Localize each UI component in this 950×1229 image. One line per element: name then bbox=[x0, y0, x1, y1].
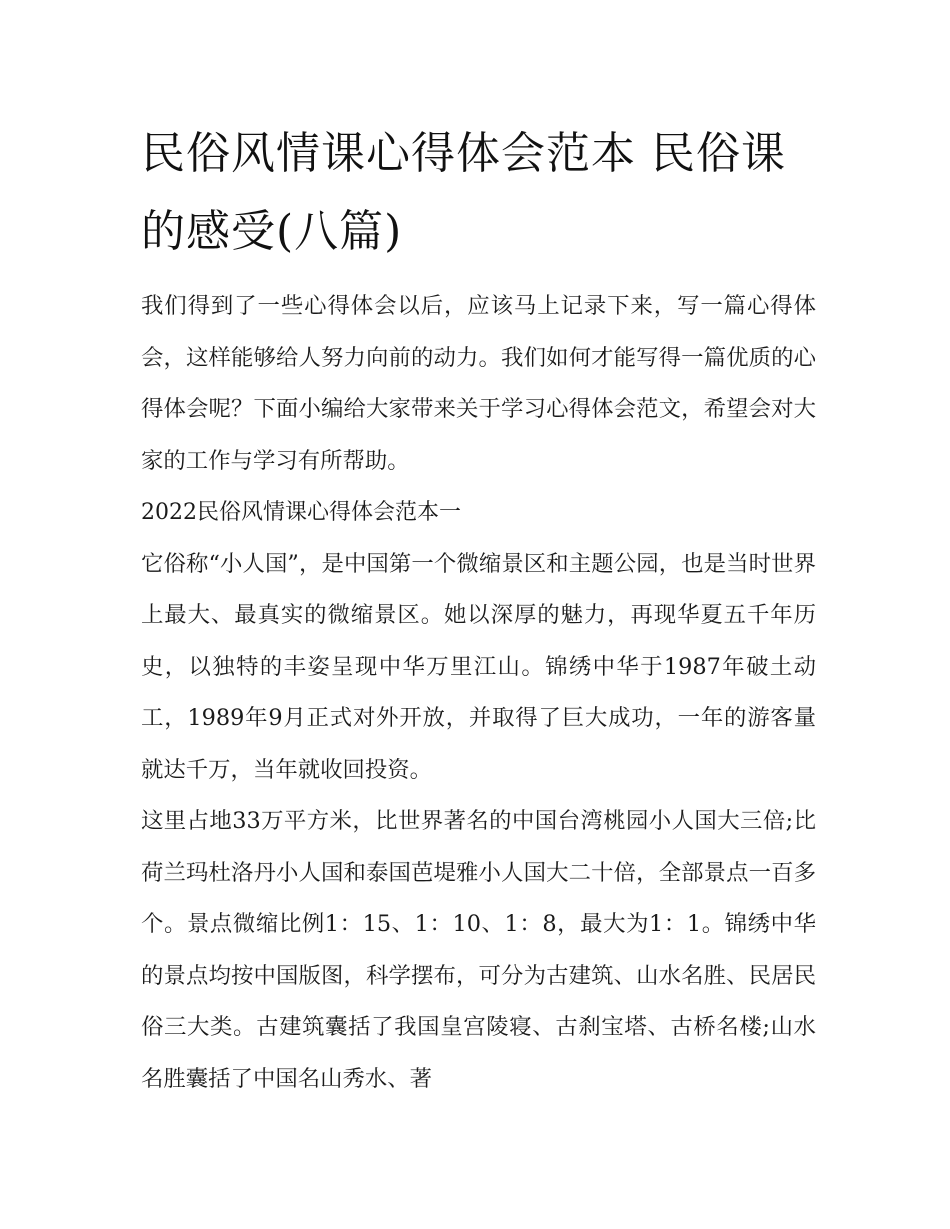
section-heading: 2022民俗风情课心得体会范本一 bbox=[141, 500, 461, 525]
body-paragraph-2: 这里占地33万平方米，比世界著名的中国台湾桃园小人国大三倍;比荷兰玛杜洛丹小人国和泰国芭堤雅小人国大二十倍，全部景点一百多个。景点微缩比例1：15、1：10、1：8，最大为1：1。锦绣中华的景点均按中国版图，科学摆布，可分为古建筑、山水名胜、民居民俗三大类。古建筑囊括了我国皇宫陵寝、古刹宝塔、古桥名楼;山水名胜囊括了中国名山秀水、著 bbox=[141, 808, 816, 1092]
body-paragraph-1: 它俗称“小人国”，是中国第一个微缩景区和主题公园，也是当时世界上最大、最真实的微缩景区。她以深厚的魅力，再现华夏五千年历史，以独特的丰姿呈现中华万里江山。锦绣中华于1987年破土动工，1989年9月正式对外开放，并取得了巨大成功，一年的游客量就达千万，当年就收回投资。 bbox=[141, 550, 816, 783]
document-title: 民俗风情课心得体会范本 民俗课的感受(八篇) bbox=[141, 128, 786, 257]
intro-paragraph: 我们得到了一些心得体会以后，应该马上记录下来，写一篇心得体会，这样能够给人努力向前的动力。我们如何才能写得一篇优质的心得体会呢？下面小编给大家带来关于学习心得体会范文，希望会对大家的工作与学习有所帮助。 bbox=[141, 293, 816, 474]
document-content bbox=[141, 115, 816, 1105]
